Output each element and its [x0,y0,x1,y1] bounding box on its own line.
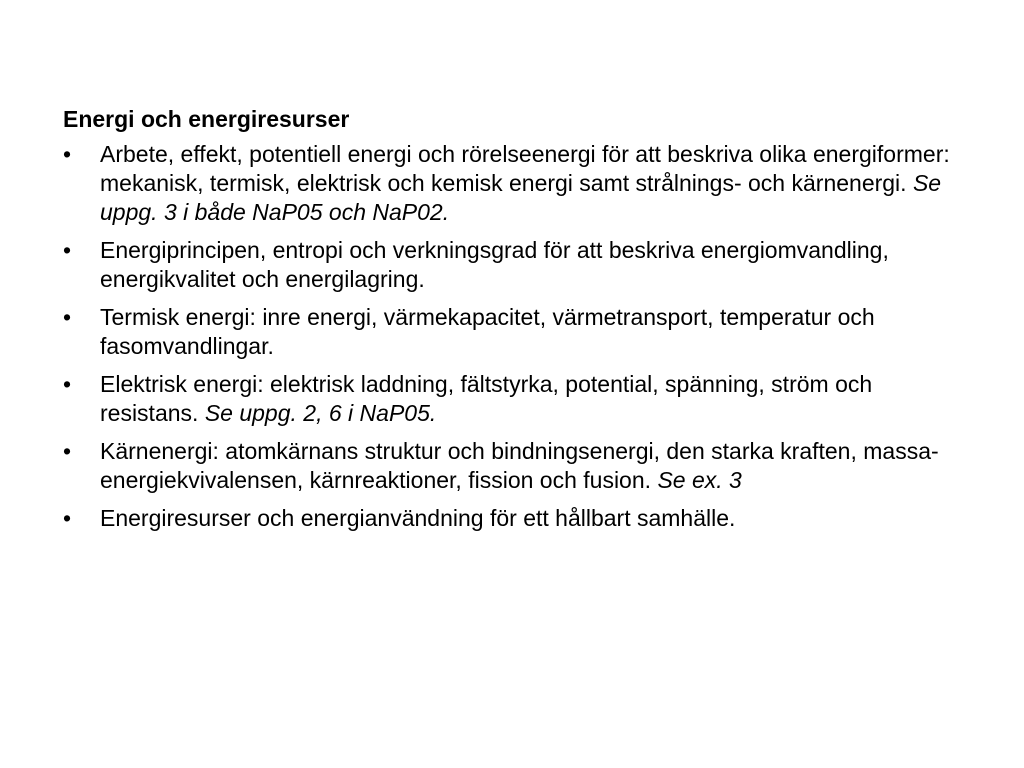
bullet-text: Termisk energi: inre energi, värmekapacitet, värmetransport, temperatur och fasomvandlingar. [100,304,875,359]
bullet-icon: • [63,237,72,263]
bullet-text: Arbete, effekt, potentiell energi och rörelseenergi för att beskriva olika energiformer: mekanisk, termisk, elektrisk och kemisk energi samt strålnings- och kärnenergi. [100,141,950,196]
bullet-text: Kärnenergi: atomkärnans struktur och bindningsenergi, den starka kraften, massa-energiekvivalensen, kärnreaktioner, fission och fusion. [100,438,939,493]
bullet-list [63,140,963,533]
bullet-text: Elektrisk energi: elektrisk laddning, fältstyrka, potential, spänning, ström och resistans. [100,371,873,426]
bullet-text: Energiresurser och energianvändning för ett hållbart samhälle. [100,505,736,531]
bullet-item-4 [63,370,963,428]
bullet-item-3 [63,303,963,361]
bullet-item-6 [63,504,963,533]
bullet-icon: • [63,141,72,167]
bullet-text: Energiprincipen, entropi och verkningsgrad för att beskriva energiomvandling, energikvalitet och energilagring. [100,237,889,292]
bullet-reference: Se uppg. 2, 6 i NaP05. [204,400,437,426]
slide-heading: Energi och energiresurser [63,106,350,132]
bullet-reference: Se uppg. 3 i både NaP05 och NaP02. [100,170,942,225]
bullet-item-1 [63,140,963,227]
bullet-icon: • [63,505,72,531]
slide-content [63,104,963,542]
bullet-icon: • [63,438,72,464]
bullet-reference: Se ex. 3 [657,467,742,493]
bullet-item-2 [63,236,963,294]
bullet-icon: • [63,371,72,397]
bullet-item-5 [63,437,963,495]
bullet-icon: • [63,304,72,330]
